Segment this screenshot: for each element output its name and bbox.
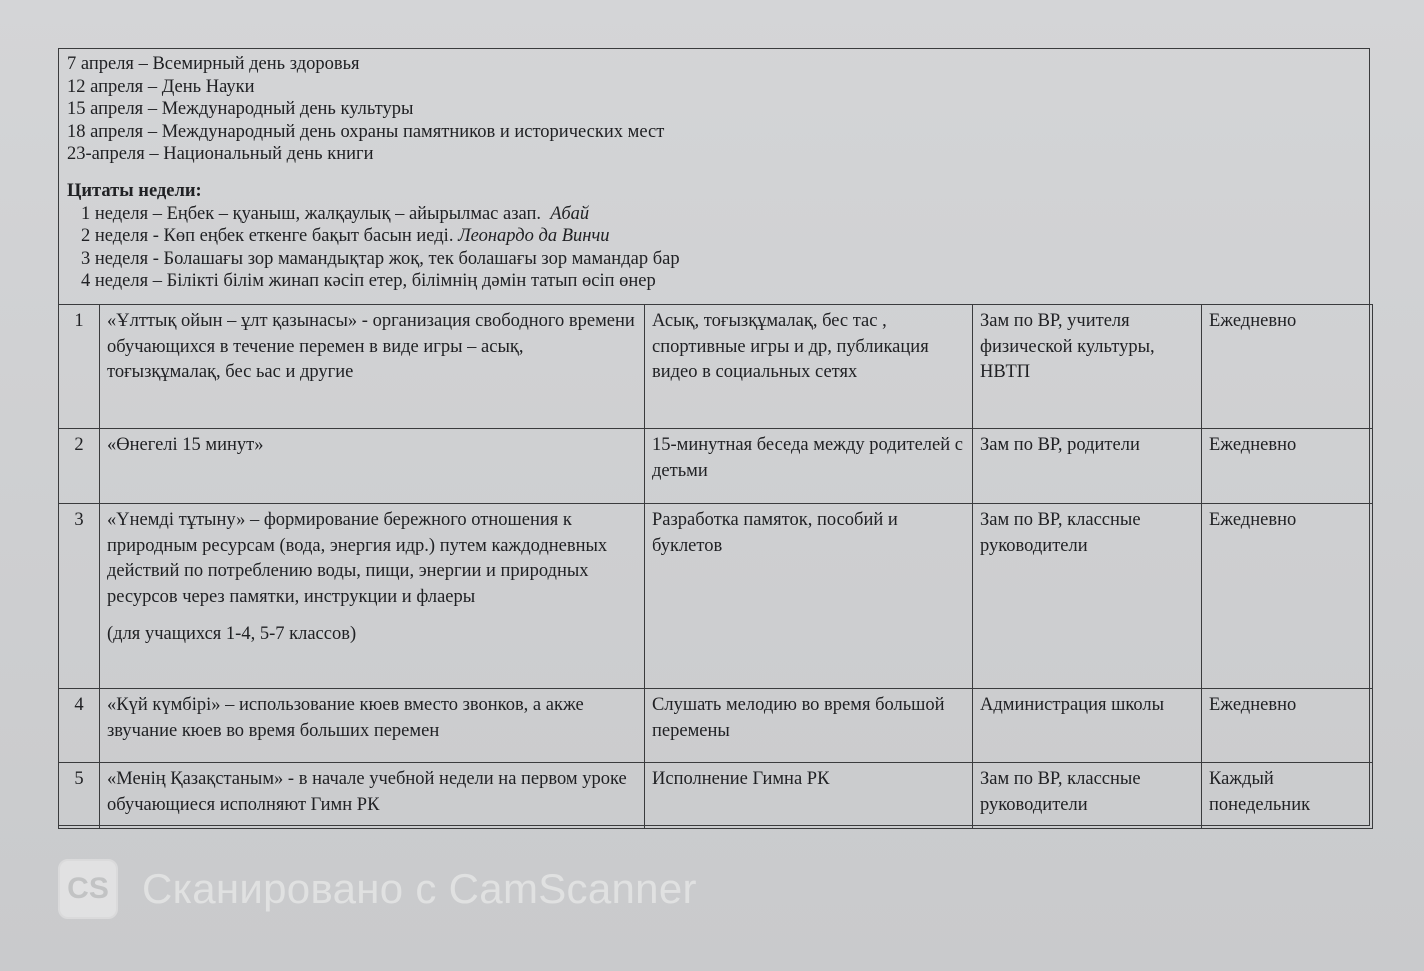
responsible-cell: Зам по ВР, классные руководители [973,504,1202,689]
watermark-text: Сканировано с CamScanner [142,865,697,912]
quote-text: 1 неделя – Еңбек – қуаныш, жалқаулық – айырылмас азап. [81,203,542,224]
date-line: 15 апреля – Международный день культуры [67,99,414,120]
camscanner-watermark [58,858,697,920]
period-cell: Ежедневно [1202,305,1373,429]
quote-line [67,225,1361,248]
row-number: 3 [59,504,100,689]
responsible-cell: Зам по ВР, учителя физической культуры, НВТП [973,305,1202,429]
period-cell: Ежедневно [1202,504,1373,689]
intro-section [67,53,1361,293]
form-cell: Слушать мелодию во время большой перемены [645,689,973,763]
row-number: 5 [59,763,100,829]
quote-line [67,248,1361,271]
responsible-cell: Администрация школы [973,689,1202,763]
table-row [59,305,1373,429]
event-cell: «Менің Қазақстаным» - в начале учебной недели на первом уроке обучающиеся исполняют Гимн РК [100,763,645,829]
event-cell: «Өнегелі 15 минут» [100,429,645,504]
date-line: 18 апреля – Международный день охраны памятников и исторических мест [67,121,665,142]
quote-line [67,270,1361,293]
event-cell: «Күй күмбірі» – использование кюев вместо звонков, а акже звучание кюев во время больших перемен [100,689,645,763]
row-number: 2 [59,429,100,504]
events-table [58,304,1373,829]
quotes-title: Цитаты недели: [67,180,202,201]
quote-text: 4 неделя – Білікті білім жинап кәсіп етер, білімнің дәмін татып өсіп өнер [81,271,656,292]
quote-line [67,203,1361,226]
responsible-cell: Зам по ВР, родители [973,429,1202,504]
quote-text: 3 неделя - Болашағы зор мамандықтар жоқ, тек болашағы зор мамандар бар [81,248,680,269]
table-row [59,763,1373,829]
date-line: 7 апреля – Всемирный день здоровья [67,54,360,74]
table-row [59,429,1373,504]
form-cell: Исполнение Гимна РК [645,763,973,829]
form-cell: 15-минутная беседа между родителей с детьми [645,429,973,504]
event-cell [100,504,645,689]
form-cell: Асық, тоғызқұмалақ, бес тас , спортивные игры и др, публикация видео в социальных сетях [645,305,973,429]
quote-author: Абай [550,203,590,224]
row-number: 1 [59,305,100,429]
table-row [59,504,1373,689]
table-row [59,689,1373,763]
camscanner-logo-icon: CS [58,859,118,919]
date-line: 12 апреля – День Науки [67,76,255,97]
responsible-cell: Зам по ВР, классные руководители [973,763,1202,829]
period-cell: Ежедневно [1202,689,1373,763]
event-note: (для учащихся 1-4, 5-7 классов) [107,624,357,644]
date-line: 23-апреля – Национальный день книги [67,144,374,165]
quote-text: 2 неделя - Көп еңбек еткенге бақыт басын иеді. [81,226,454,247]
period-cell: Ежедневно [1202,429,1373,504]
document-frame [58,48,1370,826]
event-text: «Үнемді тұтыну» – формирование бережного отношения к природным ресурсам (вода, энергия идр.) путем каждодневных действий по потреблению воды, пищи, энергии и природных ресурсов через памятки, инструкции и флаеры [107,510,608,607]
form-cell: Разработка памяток, пособий и буклетов [645,504,973,689]
period-cell: Каждый понедельник [1202,763,1373,829]
row-number: 4 [59,689,100,763]
event-cell: «Ұлттық ойын – ұлт қазынасы» - организация свободного времени обучающихся в течение перемен в виде игры – асық, тоғызқұмалақ, бес ьас и другие [100,305,645,429]
quote-author: Леонардо да Винчи [458,226,610,247]
